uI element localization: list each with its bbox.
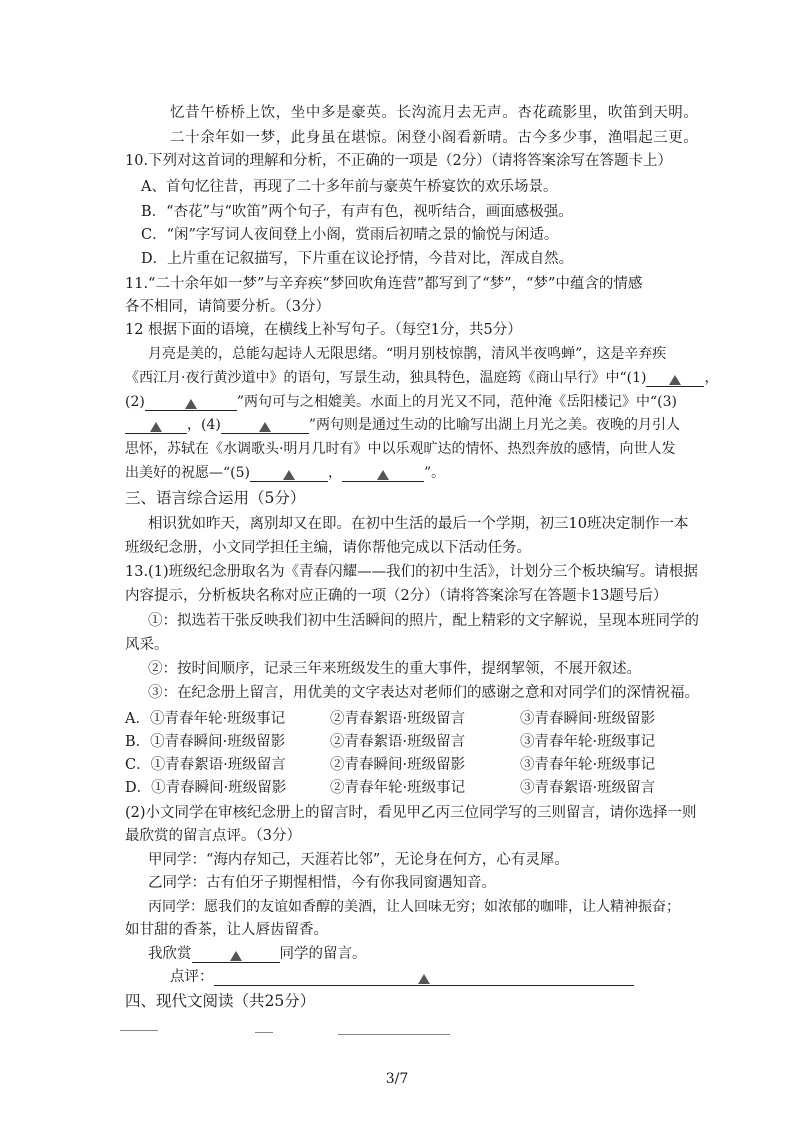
- triangle-icon: [418, 974, 430, 984]
- scan-mark: [120, 1030, 158, 1031]
- q13-option-c-3: ③青春年轮·班级事记: [520, 757, 656, 773]
- q10-option-d: D．上片重在记叙描写，下片重在议论抒情，今昔对比，浑成自然。: [141, 251, 574, 267]
- blank-3[interactable]: [125, 420, 187, 434]
- q12-para-1: 月亮是美的，总能勾起诗人无限思绪。“明月别枝惊鹊，清风半夜鸣蝉”，这是辛弃疾: [148, 346, 667, 362]
- q12-para-6: 出美好的祝愿—“(5) ， ”。: [125, 465, 446, 481]
- triangle-icon: [230, 951, 242, 961]
- appreciate-blank[interactable]: [192, 949, 280, 963]
- q10-option-a: A、首句忆往昔，再现了二十多年前与豪英午桥宴饮的欢乐场景。: [141, 179, 558, 195]
- q13-line-2: 内容提示，分析板块名称对应正确的一项（2分）（请将答案涂写在答题卡13题号后）: [125, 588, 668, 604]
- q13-option-d-3: ③青春絮语·班级留言: [520, 780, 656, 796]
- blank-1[interactable]: [646, 373, 704, 387]
- q13-content-3: ③：在纪念册上留言，用优美的文字表达对老师们的感谢之意和对同学们的深情祝福。: [148, 685, 699, 701]
- scan-mark: [338, 1034, 450, 1035]
- triangle-icon: [185, 399, 197, 409]
- q13-option-b-3: ③青春年轮·班级事记: [520, 734, 656, 750]
- q13-part2-line-1: (2)小文同学在审核纪念册上的留言时，看见甲乙丙三位同学写的三则留言，请你选择一则: [125, 805, 697, 821]
- q13-option-a-1: A．①青春年轮·班级事记: [125, 711, 286, 727]
- q13-line-1: 13.(1)班级纪念册取名为《青春闪耀——我们的初中生活》，计划分三个板块编写。请根据: [125, 564, 698, 580]
- triangle-icon: [669, 375, 681, 385]
- q13-option-b-1: B．①青春瞬间·班级留影: [125, 734, 286, 750]
- section-3-title: 三、语言综合运用（5分）: [125, 489, 306, 507]
- triangle-icon: [377, 470, 389, 480]
- q12-para-3-text: ”两句可与之相媲美。水面上的月光又不同，范仲淹《岳阳楼记》中“(3): [236, 394, 677, 410]
- triangle-icon: [150, 422, 162, 432]
- message-jia: 甲同学：“海内存知己，天涯若比邻”，无论身在何方，心有灵犀。: [148, 852, 569, 868]
- triangle-icon: [283, 470, 295, 480]
- q12-para-4-label: ，(4): [187, 417, 221, 433]
- poem-line-2: 二十余年如一梦，此身虽在堪惊。闲登小阁看新晴。古今多少事，渔唱起三更。: [170, 130, 699, 146]
- blank-4[interactable]: [221, 420, 309, 434]
- poem-line-1: 忆昔午桥桥上饮，坐中多是豪英。长沟流月去无声。杏花疏影里，吹笛到天明。: [170, 105, 699, 121]
- q11-line-1: 11.“二十余年如一梦”与辛弃疾“梦回吹角连营”都写到了“梦”，“梦”中蕴含的情感: [125, 276, 643, 292]
- section-4-title: 四、现代文阅读（共25分）: [125, 992, 316, 1010]
- q13-option-a-3: ③青春瞬间·班级留影: [520, 711, 656, 727]
- q13-option-d-2: ②青春年轮·班级事记: [330, 780, 466, 796]
- q12-para-4-text: ”两句则是通过生动的比喻写出湖上月光之美。夜晚的月引人: [308, 417, 680, 433]
- blank-6[interactable]: [342, 468, 424, 482]
- q12-para-2: 《西江月·夜行黄沙道中》的语句，写景生动，独具特色，温庭筠《商山早行》中“(1) ，: [125, 370, 719, 386]
- message-bing-1: 丙同学：愿我们的友谊如香醇的美酒，让人回味无穷；如浓郁的咖啡，让人精神振奋；: [148, 899, 680, 915]
- blank-2[interactable]: [145, 397, 237, 411]
- page-number: 3/7: [385, 1071, 409, 1087]
- q13-part2-line-2: 最欣赏的留言点评。（3分）: [125, 828, 301, 844]
- q13-option-c-2: ②青春瞬间·班级留影: [330, 757, 466, 773]
- scan-mark: [255, 1032, 273, 1033]
- q12-para-2-text: 《西江月·夜行黄沙道中》的语句，写景生动，独具特色，温庭筠《商山早行》中“(1): [125, 370, 647, 386]
- q12-para-6-text: 出美好的祝愿—“(5): [125, 465, 250, 481]
- q12-para-5: 思怀，苏轼在《水调歌头·明月几时有》中以乐观旷达的情怀、热烈奔放的感情，向世人发: [125, 441, 676, 457]
- q13-content-1b: 风采。: [125, 637, 169, 653]
- q11-line-2: 各不相同，请简要分析。（3分）: [125, 299, 330, 315]
- section-3-intro-2: 班级纪念册，小文同学担任主编，请你帮他完成以下活动任务。: [125, 540, 531, 556]
- q10-option-b: B．“杏花”与“吹笛”两个句子，有声有色，视听结合，画面感极强。: [141, 204, 573, 220]
- message-yi: 乙同学：古有伯牙子期惺相惜，今有你我同窗遇知音。: [148, 875, 496, 891]
- q12-stem: 12 根据下面的语境，在横线上补写句子。（每空1分，共5分）: [125, 322, 522, 338]
- q13-option-a-2: ②青春絮语·班级留言: [330, 711, 466, 727]
- blank-5[interactable]: [250, 468, 328, 482]
- q12-para-3-label: (2): [125, 394, 145, 410]
- message-bing-2: 如甘甜的香茶，让人唇齿留香。: [125, 922, 328, 938]
- comment-line: 点评：: [170, 970, 634, 986]
- triangle-icon: [259, 422, 271, 432]
- section-3-intro-1: 相识犹如昨天，离别却又在即。在初中生活的最后一个学期，初三10班决定制作一本: [148, 516, 689, 532]
- q10-option-c: C．“闲”字写词人夜间登上小阁，赏雨后初晴之景的愉悦与闲适。: [141, 227, 559, 243]
- q13-option-c-1: C．①青春絮语·班级留言: [125, 757, 286, 773]
- q10-stem: 10.下列对这首词的理解和分析，不正确的一项是（2分）（请将答案涂写在答题卡上）: [125, 153, 673, 169]
- q13-content-1a: ①：拟选若干张反映我们初中生活瞬间的照片，配上精彩的文字解说，呈现本班同学的: [148, 613, 699, 629]
- q12-para-3: [125, 395, 677, 411]
- appreciate-line: 我欣赏 同学的留言。: [148, 946, 367, 962]
- q13-content-2: ②：按时间顺序，记录三年来班级发生的重大事件，提纲挈领，不展开叙述。: [148, 661, 641, 677]
- q13-option-b-2: ②青春絮语·班级留言: [330, 734, 466, 750]
- comment-blank[interactable]: [214, 972, 634, 986]
- q12-para-4: [125, 418, 680, 434]
- q13-option-d-1: D．①青春瞬间·班级留影: [125, 780, 287, 796]
